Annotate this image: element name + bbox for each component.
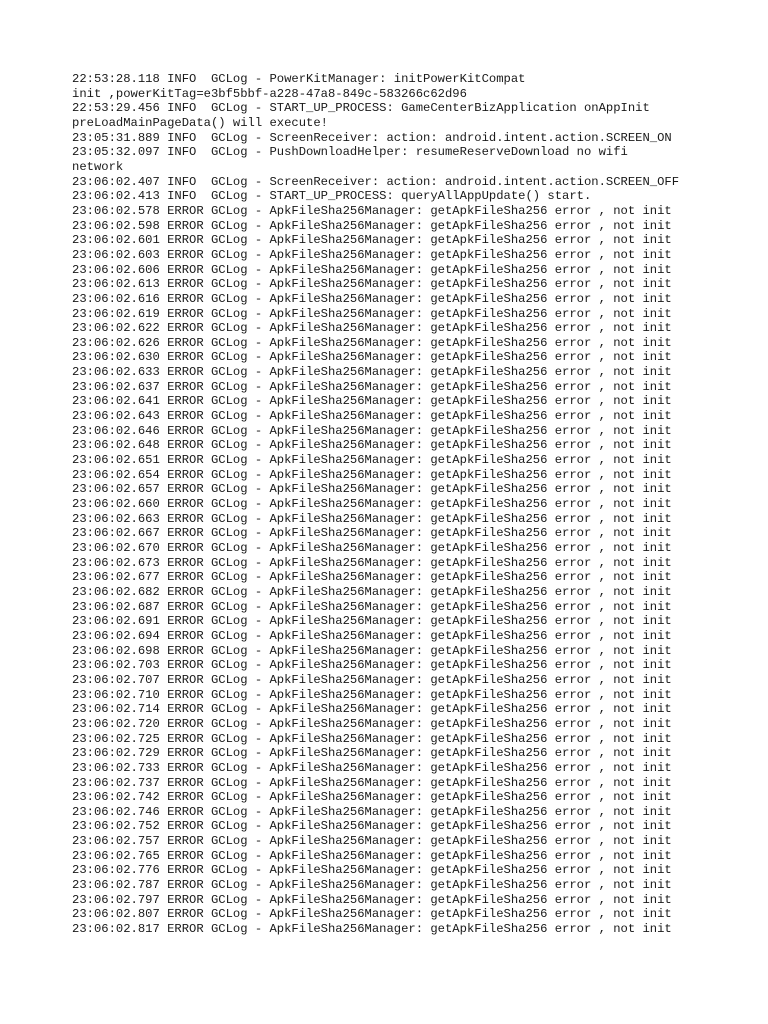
log-line: 23:06:02.673 ERROR GCLog - ApkFileSha256Manager: getApkFileSha256 error , not init (72, 555, 672, 570)
log-line: 23:06:02.606 ERROR GCLog - ApkFileSha256Manager: getApkFileSha256 error , not init (72, 262, 672, 277)
log-line: 23:06:02.667 ERROR GCLog - ApkFileSha256Manager: getApkFileSha256 error , not init (72, 526, 672, 541)
log-line: 23:06:02.619 ERROR GCLog - ApkFileSha256Manager: getApkFileSha256 error , not init (72, 306, 672, 321)
log-line: 23:06:02.682 ERROR GCLog - ApkFileSha256Manager: getApkFileSha256 error , not init (72, 584, 672, 599)
log-line: init ,powerKitTag=e3bf5bbf-a228-47a8-849c-583266c62d96 (72, 86, 467, 101)
log-line: 23:06:02.787 ERROR GCLog - ApkFileSha256Manager: getApkFileSha256 error , not init (72, 878, 672, 893)
log-line: 23:05:31.889 INFO GCLog - ScreenReceiver: action: android.intent.action.SCREEN_ON (72, 130, 672, 145)
log-line: 23:06:02.807 ERROR GCLog - ApkFileSha256Manager: getApkFileSha256 error , not init (72, 907, 672, 922)
log-line: 23:06:02.407 INFO GCLog - ScreenReceiver: action: android.intent.action.SCREEN_OFF (72, 174, 680, 189)
log-line: 23:06:02.797 ERROR GCLog - ApkFileSha256Manager: getApkFileSha256 error , not init (72, 892, 672, 907)
log-line: 23:06:02.817 ERROR GCLog - ApkFileSha256Manager: getApkFileSha256 error , not init (72, 922, 672, 937)
log-line: 23:06:02.643 ERROR GCLog - ApkFileSha256Manager: getApkFileSha256 error , not init (72, 409, 672, 424)
log-line: 23:06:02.663 ERROR GCLog - ApkFileSha256Manager: getApkFileSha256 error , not init (72, 511, 672, 526)
log-line: 23:06:02.646 ERROR GCLog - ApkFileSha256Manager: getApkFileSha256 error , not init (72, 423, 672, 438)
log-line: 23:06:02.601 ERROR GCLog - ApkFileSha256Manager: getApkFileSha256 error , not init (72, 233, 672, 248)
log-line: 23:06:02.660 ERROR GCLog - ApkFileSha256Manager: getApkFileSha256 error , not init (72, 497, 672, 512)
log-line: 23:06:02.742 ERROR GCLog - ApkFileSha256Manager: getApkFileSha256 error , not init (72, 790, 672, 805)
log-line: 23:06:02.641 ERROR GCLog - ApkFileSha256Manager: getApkFileSha256 error , not init (72, 394, 672, 409)
log-line: 23:06:02.691 ERROR GCLog - ApkFileSha256Manager: getApkFileSha256 error , not init (72, 614, 672, 629)
log-line: 23:06:02.776 ERROR GCLog - ApkFileSha256Manager: getApkFileSha256 error , not init (72, 863, 672, 878)
log-line: 23:06:02.698 ERROR GCLog - ApkFileSha256Manager: getApkFileSha256 error , not init (72, 643, 672, 658)
log-line: 23:06:02.637 ERROR GCLog - ApkFileSha256Manager: getApkFileSha256 error , not init (72, 379, 672, 394)
log-line: 23:06:02.729 ERROR GCLog - ApkFileSha256Manager: getApkFileSha256 error , not init (72, 746, 672, 761)
log-line: 23:06:02.413 INFO GCLog - START_UP_PROCESS: queryAllAppUpdate() start. (72, 189, 592, 204)
log-line: 23:06:02.598 ERROR GCLog - ApkFileSha256Manager: getApkFileSha256 error , not init (72, 218, 672, 233)
log-line: preLoadMainPageData() will execute! (72, 115, 328, 130)
log-line: 23:06:02.633 ERROR GCLog - ApkFileSha256Manager: getApkFileSha256 error , not init (72, 365, 672, 380)
log-line: 23:06:02.703 ERROR GCLog - ApkFileSha256Manager: getApkFileSha256 error , not init (72, 658, 672, 673)
log-line: 23:06:02.752 ERROR GCLog - ApkFileSha256Manager: getApkFileSha256 error , not init (72, 819, 672, 834)
log-line: 23:06:02.720 ERROR GCLog - ApkFileSha256Manager: getApkFileSha256 error , not init (72, 716, 672, 731)
log-line: 23:06:02.677 ERROR GCLog - ApkFileSha256Manager: getApkFileSha256 error , not init (72, 570, 672, 585)
log-line: 23:06:02.725 ERROR GCLog - ApkFileSha256Manager: getApkFileSha256 error , not init (72, 731, 672, 746)
log-line: 22:53:28.118 INFO GCLog - PowerKitManager: initPowerKitCompat (72, 72, 526, 86)
log-line: 23:06:02.626 ERROR GCLog - ApkFileSha256Manager: getApkFileSha256 error , not init (72, 335, 672, 350)
log-line: 23:06:02.616 ERROR GCLog - ApkFileSha256Manager: getApkFileSha256 error , not init (72, 291, 672, 306)
log-line: 23:06:02.707 ERROR GCLog - ApkFileSha256Manager: getApkFileSha256 error , not init (72, 672, 672, 687)
log-line: 23:06:02.654 ERROR GCLog - ApkFileSha256Manager: getApkFileSha256 error , not init (72, 467, 672, 482)
log-line: 23:06:02.630 ERROR GCLog - ApkFileSha256Manager: getApkFileSha256 error , not init (72, 350, 672, 365)
log-line: 23:06:02.622 ERROR GCLog - ApkFileSha256Manager: getApkFileSha256 error , not init (72, 321, 672, 336)
log-line: network (72, 159, 124, 174)
log-line: 23:06:02.613 ERROR GCLog - ApkFileSha256Manager: getApkFileSha256 error , not init (72, 277, 672, 292)
log-line: 23:06:02.578 ERROR GCLog - ApkFileSha256Manager: getApkFileSha256 error , not init (72, 203, 672, 218)
log-line: 23:06:02.694 ERROR GCLog - ApkFileSha256Manager: getApkFileSha256 error , not init (72, 628, 672, 643)
log-line: 23:06:02.657 ERROR GCLog - ApkFileSha256Manager: getApkFileSha256 error , not init (72, 482, 672, 497)
log-line: 23:06:02.757 ERROR GCLog - ApkFileSha256Manager: getApkFileSha256 error , not init (72, 834, 672, 849)
log-line: 23:06:02.737 ERROR GCLog - ApkFileSha256Manager: getApkFileSha256 error , not init (72, 775, 672, 790)
log-line: 23:06:02.746 ERROR GCLog - ApkFileSha256Manager: getApkFileSha256 error , not init (72, 804, 672, 819)
log-line: 23:06:02.687 ERROR GCLog - ApkFileSha256Manager: getApkFileSha256 error , not init (72, 599, 672, 614)
log-line: 23:06:02.765 ERROR GCLog - ApkFileSha256Manager: getApkFileSha256 error , not init (72, 848, 672, 863)
log-line: 23:06:02.714 ERROR GCLog - ApkFileSha256Manager: getApkFileSha256 error , not init (72, 702, 672, 717)
log-line: 23:06:02.710 ERROR GCLog - ApkFileSha256Manager: getApkFileSha256 error , not init (72, 687, 672, 702)
log-line: 22:53:29.456 INFO GCLog - START_UP_PROCESS: GameCenterBizApplication onAppInit (72, 101, 650, 116)
log-line: 23:06:02.651 ERROR GCLog - ApkFileSha256Manager: getApkFileSha256 error , not init (72, 453, 672, 468)
log-document (72, 72, 732, 937)
log-line: 23:06:02.648 ERROR GCLog - ApkFileSha256Manager: getApkFileSha256 error , not init (72, 438, 672, 453)
log-line: 23:06:02.603 ERROR GCLog - ApkFileSha256Manager: getApkFileSha256 error , not init (72, 247, 672, 262)
log-line: 23:06:02.733 ERROR GCLog - ApkFileSha256Manager: getApkFileSha256 error , not init (72, 760, 672, 775)
log-line: 23:05:32.097 INFO GCLog - PushDownloadHelper: resumeReserveDownload no wifi (72, 145, 628, 160)
log-line: 23:06:02.670 ERROR GCLog - ApkFileSha256Manager: getApkFileSha256 error , not init (72, 541, 672, 555)
